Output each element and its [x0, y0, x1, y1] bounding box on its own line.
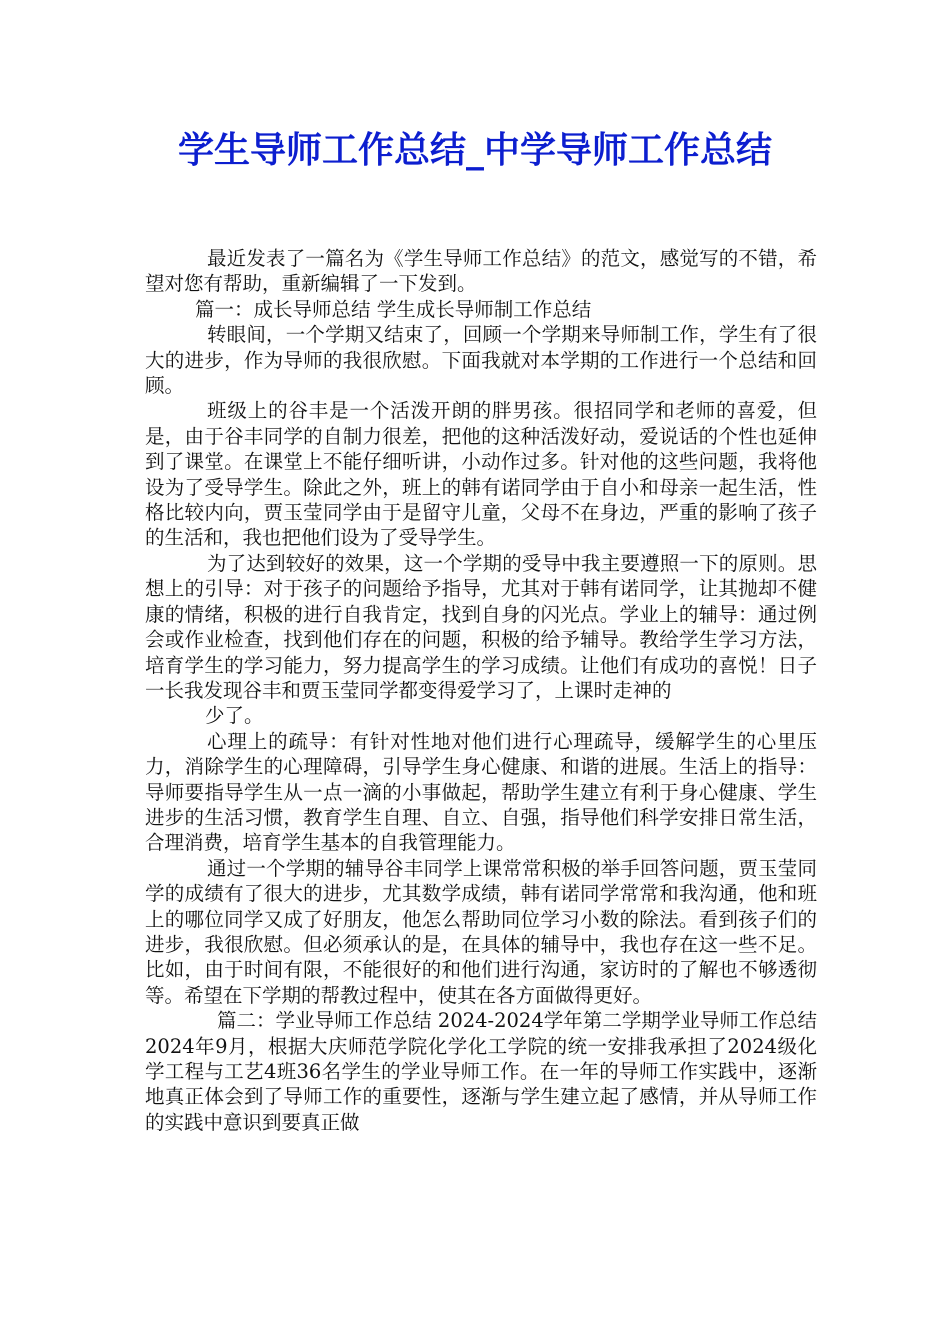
- paragraph: 为了达到较好的效果，这一个学期的受导中我主要遵照一下的原则。思想上的引导：对于孩子的问题给予指导，尤其对于韩有诺同学，让其抛却不健康的情绪，积极的进行自我肯定，找到自身的闪光点。学业上的辅导：通过例会或作业检查，找到他们存在的问题，积极的给予辅导。教给学生学习方法，培育学生的学习能力，努力提高学生的学习成绩。让他们有成功的喜悦！日子一长我发现谷丰和贾玉莹同学都变得爱学习了，上课时走神的: [145, 551, 817, 702]
- paragraph: 班级上的谷丰是一个活泼开朗的胖男孩。很招同学和老师的喜爱，但是，由于谷丰同学的自制力很差，把他的这种活泼好动，爱说话的个性也延伸到了课堂。在课堂上不能仔细听讲，小动作过多。针对他的这些问题，我将他设为了受导学生。除此之外，班上的韩有诺同学由于自小和母亲一起生活，性格比较内向，贾玉莹同学由于是留守儿童，父母不在身边，严重的影响了孩子的生活和，我也把他们设为了受导学生。: [145, 399, 817, 550]
- paragraph: 心理上的疏导：有针对性地对他们进行心理疏导，缓解学生的心里压力，消除学生的心理障碍，引导学生身心健康、和谐的进展。生活上的指导：导师要指导学生从一点一滴的小事做起，帮助学生建立有利于身心健康、学生进步的生活习惯，教育学生自理、自立、自强，指导他们科学安排日常生活，合理消费，培育学生基本的自我管理能力。: [145, 729, 817, 855]
- section-heading-2: 篇二：学业导师工作总结 2024-2024学年第二学期学业导师工作总结 2024年9月，根据大庆师范学院化学化工学院的统一安排我承担了2024级化学工程与工艺4班36名学生的学业导师工作。在一年的导师工作实践中，逐渐地真正体会到了导师工作的重要性，逐渐与学生建立起了感情，并从导师工作的实践中意识到要真正做: [145, 1009, 817, 1134]
- paragraph-continuation: 少了。: [205, 704, 264, 728]
- section-heading-1: 篇一：成长导师总结 学生成长导师制工作总结: [195, 297, 592, 321]
- paragraph: 通过一个学期的辅导谷丰同学上课常常积极的举手回答问题，贾玉莹同学的成绩有了很大的进步，尤其数学成绩，韩有诺同学常常和我沟通，他和班上的哪位同学又成了好朋友，他怎么帮助同位学习小数的除法。看到孩子们的进步，我很欣慰。但必须承认的是，在具体的辅导中，我也存在这一些不足。比如，由于时间有限，不能很好的和他们进行沟通，家访时的了解也不够透彻等。希望在下学期的帮教过程中，使其在各方面做得更好。: [145, 856, 817, 1007]
- document-body: [145, 246, 817, 1135]
- paragraph-intro: 最近发表了一篇名为《学生导师工作总结》的范文，感觉写的不错，希望对您有帮助，重新编辑了一下发到。: [145, 247, 817, 296]
- document-title: 学生导师工作总结_中学导师工作总结: [177, 129, 772, 171]
- paragraph: 转眼间，一个学期又结束了，回顾一个学期来导师制工作，学生有了很大的进步，作为导师的我很欣慰。下面我就对本学期的工作进行一个总结和回顾。: [145, 323, 817, 398]
